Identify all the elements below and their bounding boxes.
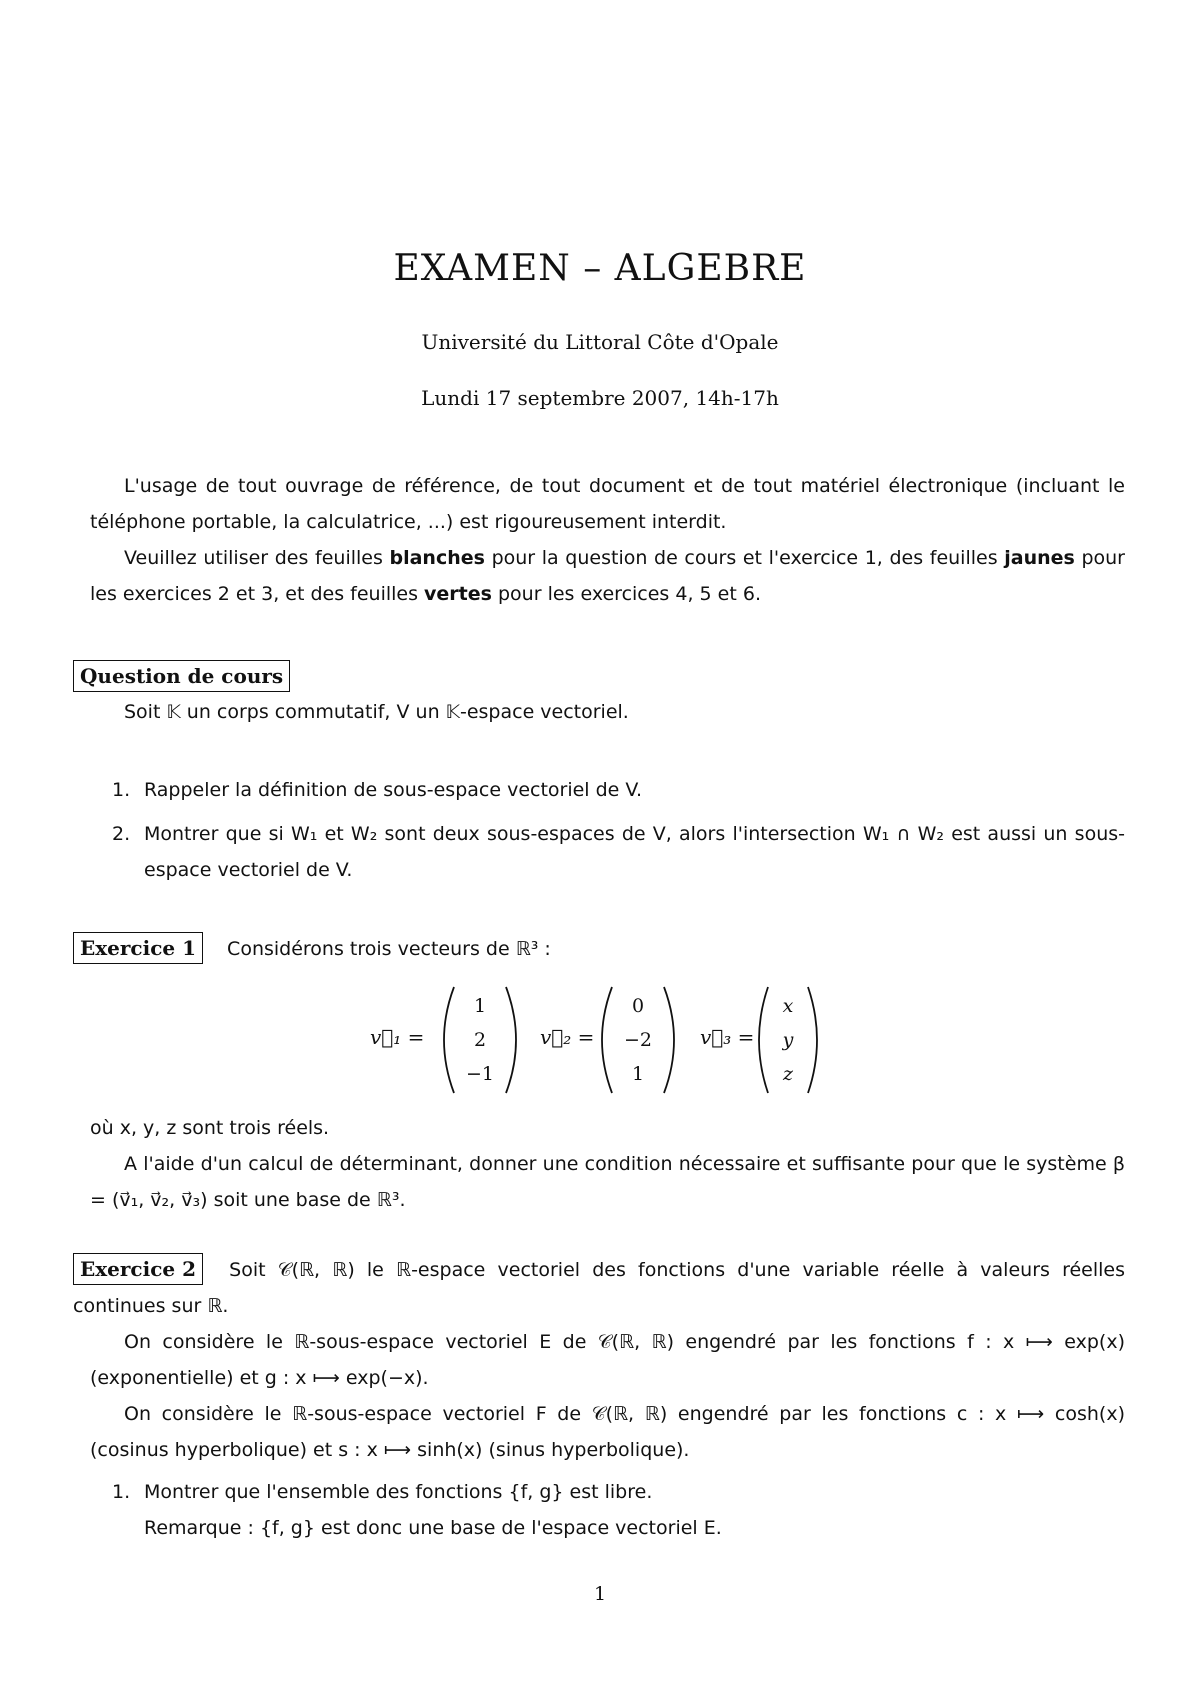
list-item: [112, 816, 1125, 888]
sheets-paragraph: [90, 540, 1125, 612]
item-number: 2.: [112, 823, 131, 845]
matrix-entry: −1: [465, 1063, 494, 1085]
item-remark: Remarque : {f, g} est donc une base de l'espace vectoriel E.: [144, 1517, 722, 1539]
rules-paragraph: L'usage de tout ouvrage de référence, de tout document et de tout matériel électronique (incluant le téléphone portable, la calculatrice, ...) est rigoureusement interdit.: [90, 475, 1125, 533]
vector-name: v⃗₂ =: [540, 1025, 595, 1049]
matrix: [756, 985, 820, 1099]
matrix-entry: x: [782, 995, 794, 1017]
exercice2-intro: Soit 𝒞(ℝ, ℝ) le ℝ-espace vectoriel des fonctions d'une variable réelle à valeurs réelles continues sur ℝ.: [73, 1259, 1125, 1317]
sheets-blanches: blanches: [389, 547, 485, 569]
sheets-text-c: pour les exercices 2 et 3, et des feuilles: [90, 547, 1125, 605]
matrix: [598, 985, 678, 1099]
question-cours-intro: Soit 𝕂 un corps commutatif, V un 𝕂-espace vectoriel.: [124, 701, 629, 723]
university-name: Université du Littoral Côte d'Opale: [421, 330, 779, 354]
sheets-vertes: vertes: [424, 583, 492, 605]
item-number: 1.: [112, 1481, 131, 1503]
matrix: [440, 985, 520, 1099]
matrix-entry: z: [782, 1063, 793, 1085]
item-text: Rappeler la définition de sous-espace vectoriel de V.: [144, 779, 642, 801]
vector-name: v⃗₁ =: [370, 1025, 425, 1049]
vector-name: v⃗₃ =: [700, 1025, 755, 1049]
sheets-jaunes: jaunes: [1004, 547, 1075, 569]
list-item: [112, 1474, 1125, 1546]
exercice1-after: où x, y, z sont trois réels.: [90, 1117, 330, 1139]
exercice2-p1: On considère le ℝ-sous-espace vectoriel E de 𝒞(ℝ, ℝ) engendré par les fonctions f : x ⟼ exp(x) (exponentielle) et g : x ⟼ exp(−x).: [90, 1331, 1125, 1389]
matrix-entry: −2: [623, 1029, 652, 1051]
matrix-entry: 1: [473, 995, 487, 1017]
matrix-entry: 2: [473, 1029, 487, 1051]
list-item: [112, 772, 1125, 808]
sheets-text-d: pour les exercices 4, 5 et 6.: [491, 583, 761, 605]
exercice1-question: A l'aide d'un calcul de déterminant, donner une condition nécessaire et suffisante pour que le système β = (v⃗₁, v⃗₂, v⃗₃) soit une base de ℝ³.: [90, 1153, 1125, 1211]
item-text: Montrer que l'ensemble des fonctions {f, g} est libre.: [144, 1481, 653, 1503]
item-text: Montrer que si W₁ et W₂ sont deux sous-espaces de V, alors l'intersection W₁ ∩ W₂ est aussi un sous-espace vectoriel de V.: [144, 823, 1125, 881]
page-number: 1: [593, 1583, 607, 1605]
matrix-entry: 0: [631, 995, 645, 1017]
exercice2-p2: On considère le ℝ-sous-espace vectoriel F de 𝒞(ℝ, ℝ) engendré par les fonctions c : x ⟼ cosh(x) (cosinus hyperbolique) et s : x ⟼ sinh(x) (sinus hyperbolique).: [90, 1403, 1125, 1461]
item-number: 1.: [112, 779, 131, 801]
matrix-entry: 1: [631, 1063, 645, 1085]
exam-date: Lundi 17 septembre 2007, 14h-17h: [421, 386, 779, 410]
exercice1-heading: [73, 932, 551, 964]
exercice1-label: Exercice 1: [73, 932, 203, 964]
question-cours-label: Question de cours: [73, 660, 290, 692]
page-title: EXAMEN – ALGEBRE: [393, 248, 807, 289]
sheets-text-b: pour la question de cours et l'exercice 1, des feuilles: [484, 547, 1005, 569]
exercice2-label: Exercice 2: [73, 1253, 203, 1285]
question-cours-heading: [73, 660, 290, 692]
exercice1-intro: Considérons trois vecteurs de ℝ³ :: [227, 938, 551, 960]
exercice2-intro-block: [73, 1252, 1125, 1324]
matrix-entry: y: [782, 1029, 794, 1051]
sheets-text-a: Veuillez utiliser des feuilles: [124, 547, 390, 569]
